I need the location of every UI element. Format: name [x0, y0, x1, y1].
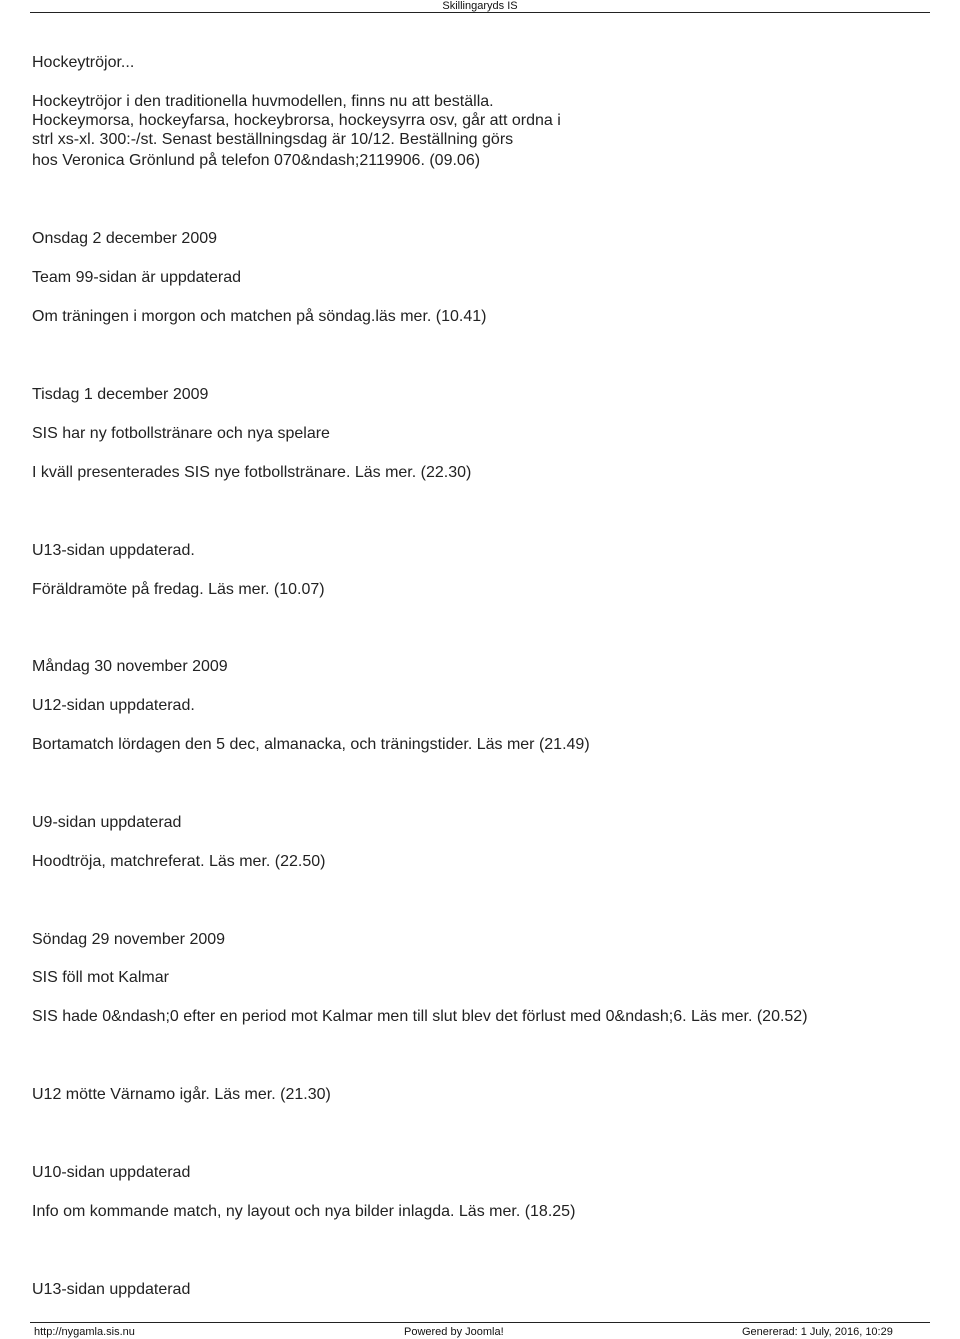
news-title: U12-sidan uppdaterad. [32, 697, 195, 714]
news-body[interactable]: Info om kommande match, ny layout och nya bilder inlagda. Läs mer. (18.25) [32, 1203, 576, 1220]
news-title: SIS föll mot Kalmar [32, 969, 169, 986]
news-title: U13-sidan uppdaterad [32, 1281, 191, 1298]
intro-text-line: strl xs-xl. 300:-/st. Senast beställningsdag är 10/12. Beställning görs [32, 131, 514, 148]
footer-generated-date: Genererad: 1 July, 2016, 10:29 [742, 1326, 893, 1338]
news-body[interactable]: Föräldramöte på fredag. Läs mer. (10.07) [32, 581, 325, 598]
intro-heading: Hockeytröjor... [32, 54, 135, 71]
site-name: Skillingaryds IS [442, 0, 518, 12]
news-title: Team 99-sidan är uppdaterad [32, 269, 242, 286]
footer-url-link[interactable]: http://nygamla.sis.nu [34, 1326, 135, 1338]
news-body[interactable]: Om träningen i morgon och matchen på söndag.läs mer. (10.41) [32, 308, 487, 325]
news-date-heading: Onsdag 2 december 2009 [32, 230, 218, 247]
news-title: U13-sidan uppdaterad. [32, 542, 195, 559]
header-divider [30, 12, 930, 13]
news-title: U9-sidan uppdaterad [32, 814, 182, 831]
news-date-heading: Söndag 29 november 2009 [32, 931, 226, 948]
news-title: U10-sidan uppdaterad [32, 1164, 191, 1181]
news-date-heading: Tisdag 1 december 2009 [32, 386, 209, 403]
news-title: SIS har ny fotbollstränare och nya spelare [32, 425, 330, 442]
intro-text-line: Hockeytröjor i den traditionella huvmodellen, finns nu att beställa. [32, 93, 494, 110]
news-title[interactable]: U12 mötte Värnamo igår. Läs mer. (21.30) [32, 1086, 331, 1103]
news-body[interactable]: Hoodtröja, matchreferat. Läs mer. (22.50) [32, 853, 326, 870]
news-date-heading: Måndag 30 november 2009 [32, 658, 228, 675]
news-body[interactable]: I kväll presenterades SIS nye fotbollstränare. Läs mer. (22.30) [32, 464, 472, 481]
footer-powered-by: Powered by Joomla! [404, 1326, 504, 1338]
intro-text-line: hos Veronica Grönlund på telefon 070&ndash;2119906. (09.06) [32, 152, 481, 169]
intro-text-line: Hockeymorsa, hockeyfarsa, hockeybrorsa, hockeysyrra osv, går att ordna i [32, 112, 561, 129]
news-body[interactable]: Bortamatch lördagen den 5 dec, almanacka, och träningstider. Läs mer (21.49) [32, 736, 590, 753]
news-body[interactable]: SIS hade 0&ndash;0 efter en period mot Kalmar men till slut blev det förlust med 0&ndash;6. Läs mer. (20.52) [32, 1008, 808, 1025]
page-footer [0, 1323, 960, 1338]
